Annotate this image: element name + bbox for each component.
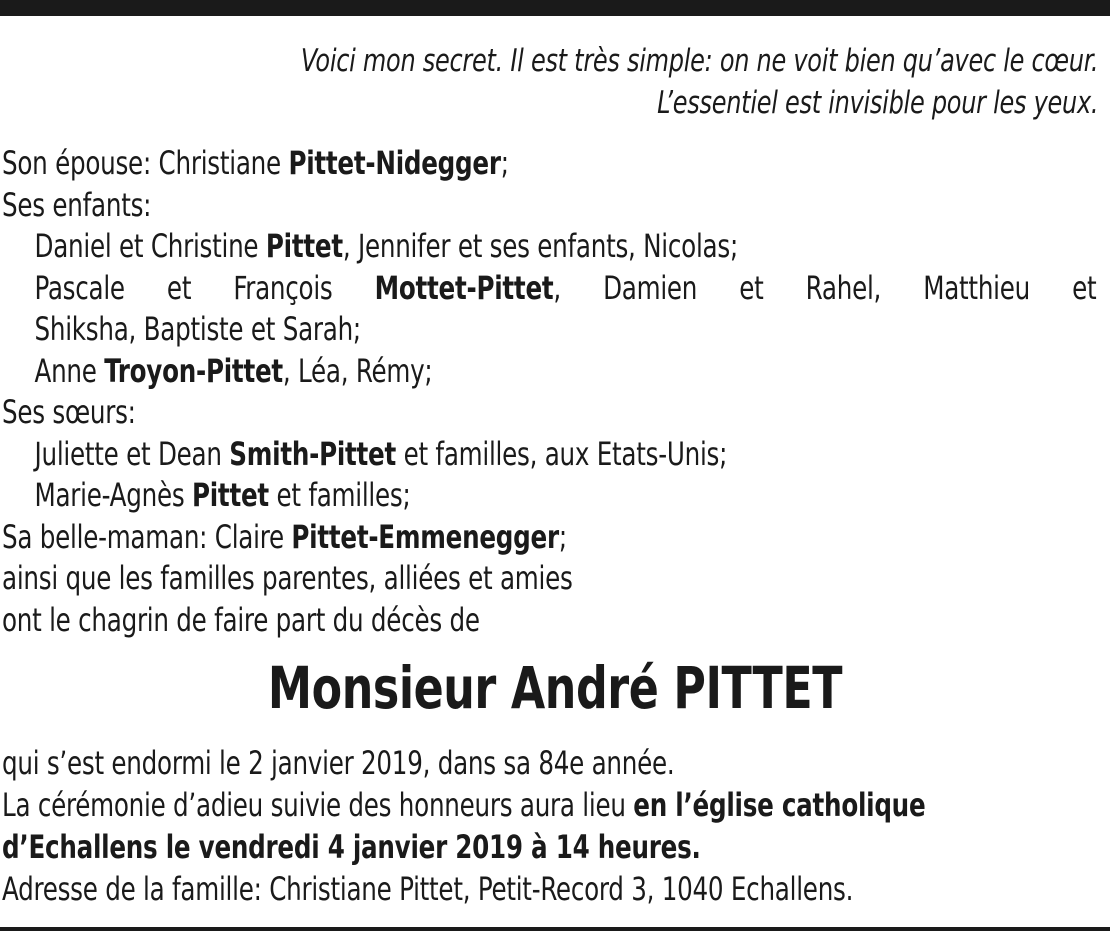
bottom-rule [0,927,1110,931]
passed-line: qui s’est endormi le 2 janvier 2019, dans sa 84e année. [2,744,675,782]
address-line: Adresse de la famille: Christiane Pittet, Petit-Record 3, 1040 Echallens. [2,870,854,908]
child-line-2-cont: Shiksha, Baptiste et Sarah; [34,310,361,348]
epigraph-quote [301,40,1098,124]
relatives-line: ainsi que les familles parentes, alliées et amies [2,559,573,597]
children-heading: Ses enfants: [2,185,152,224]
ceremony-line-cont: d’Echallens le vendredi 4 janvier 2019 à 14 heures. [2,828,701,866]
child-line-3: Anne Troyon-Pittet, Léa, Rémy; [34,351,433,390]
quote-line-2: L’essentiel est invisible pour les yeux. [656,85,1098,121]
top-rule [0,0,1110,16]
ceremony-line: La cérémonie d’adieu suivie des honneurs aura lieu en l’église catholique [2,786,926,824]
sisters-heading: Ses sœurs: [2,393,136,431]
sister-line-1: Juliette et Dean Smith-Pittet et familles, aux Etats-Unis; [34,434,728,473]
child-line-2: Pascale et François Mottet-Pittet, Damien et Rahel, Matthieu et [34,268,1097,307]
spouse-line: Son épouse: Christiane Pittet-Nidegger; [2,144,509,182]
sister-line-2: Marie-Agnès Pittet et familles; [34,476,411,514]
family-list [2,143,1096,641]
announce-line: ont le chagrin de faire part du décès de [2,600,480,639]
mother-in-law-line: Sa belle-maman: Claire Pittet-Emmenegger; [2,517,567,556]
child-line-1: Daniel et Christine Pittet, Jennifer et ses enfants, Nicolas; [34,227,738,265]
quote-line-1: Voici mon secret. Il est très simple: on ne voit bien qu’avec le cœur. [300,43,1098,79]
ceremony-details [2,742,1096,910]
deceased-name: Monsieur André PITTET [267,654,843,722]
